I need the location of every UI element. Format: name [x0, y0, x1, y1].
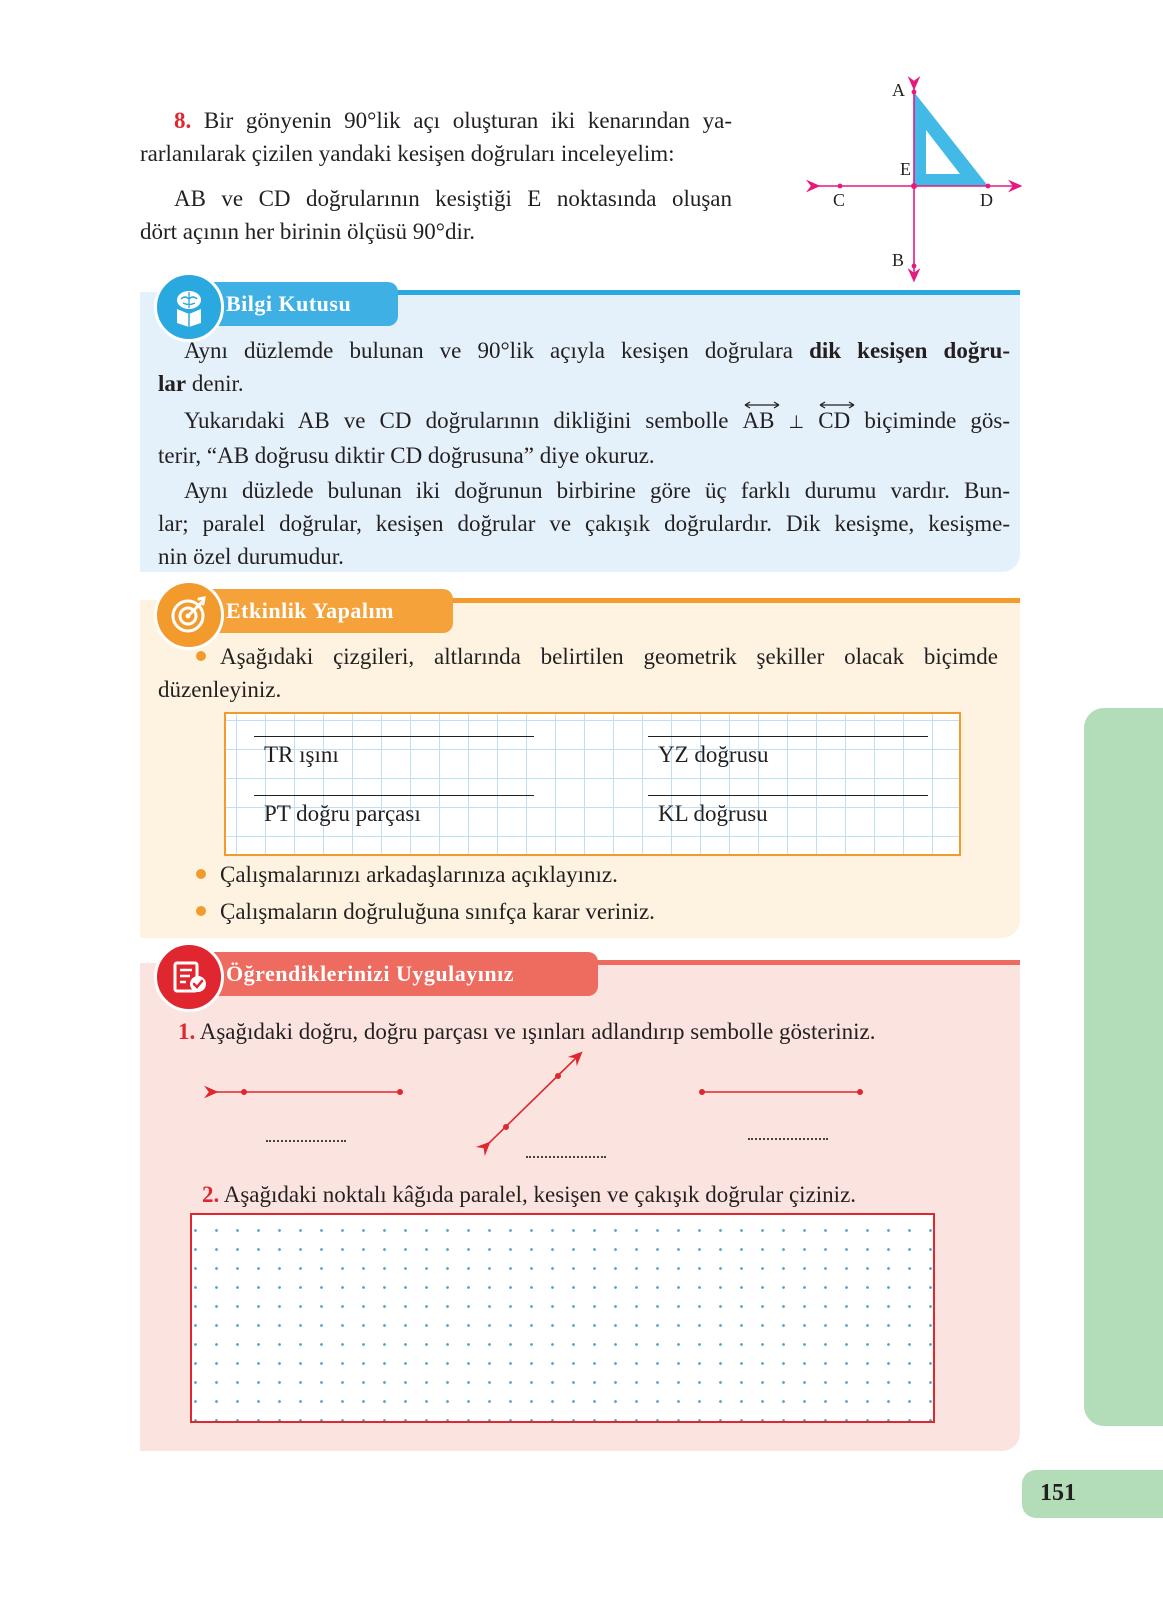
q1-answer-blank-3[interactable]	[748, 1138, 828, 1140]
label-pt-segment: PT doğru parçası	[264, 801, 421, 826]
practice-q1-figures	[200, 1050, 900, 1160]
activity-box-tab	[188, 589, 453, 633]
info-sym-perp: ⊥	[788, 412, 805, 433]
activity-bullet3	[196, 895, 655, 928]
activity-instruction	[158, 640, 998, 706]
info-p1-post: denir.	[186, 371, 244, 396]
label-yz-line: YZ doğrusu	[658, 742, 769, 767]
practice-box-band	[590, 960, 1020, 965]
checklist-icon	[167, 955, 211, 999]
info-p1-bold2: lar	[158, 371, 187, 396]
label-a: A	[892, 80, 905, 100]
problem-8-text	[140, 104, 732, 248]
perpendicular-figure	[800, 70, 1040, 290]
info-badge	[154, 272, 224, 342]
label-tr-ray: TR ışını	[264, 742, 339, 767]
info-p2-line2: terir, “AB doğrusu diktir CD doğrusuna” diye okuruz.	[158, 443, 655, 468]
activity-box-title: Etkinlik Yapalım	[226, 598, 394, 623]
practice-q2-text: Aşağıdaki noktalı kâğıda paralel, kesişen ve çakışık doğrular çiziniz.	[223, 1182, 857, 1207]
label-kl-line: KL doğrusu	[658, 801, 768, 826]
label-e: E	[900, 159, 911, 179]
practice-box-tab	[188, 952, 598, 996]
dotted-paper[interactable]	[190, 1213, 935, 1423]
activity-bullet1-line1: Aşağıdaki çizgileri, altlarında belirtilen geometrik şekiller olacak biçimde	[220, 644, 998, 669]
practice-badge	[154, 942, 224, 1012]
practice-q1-text: Aşağıdaki doğru, doğru parçası ve ışınları adlandırıp sembolle gösteriniz.	[199, 1019, 876, 1044]
problem-8-line3: AB ve CD doğrularının kesiştiği E noktasında oluşan	[174, 186, 732, 211]
problem-8-number: 8.	[174, 108, 192, 133]
problem-8-line1: Bir gönyenin 90°lik açı oluşturan iki kenarından ya-	[203, 108, 733, 133]
problem-8-line4: dört açının her birinin ölçüsü 90°dir.	[140, 219, 475, 244]
bullet-icon	[196, 651, 206, 661]
info-paragraph-3	[158, 474, 1010, 573]
practice-q2-number: 2.	[202, 1182, 220, 1207]
ruled-line-1	[254, 736, 534, 737]
info-p2-pre: Yukarıdaki AB ve CD doğrularının dikliğini sembolle	[184, 408, 743, 433]
ruled-line-4	[648, 795, 928, 796]
target-icon	[167, 593, 211, 637]
brain-box-icon	[167, 285, 211, 329]
label-b: B	[892, 250, 905, 270]
bullet-icon	[196, 869, 206, 879]
line-symbol-ab-icon	[743, 400, 781, 410]
info-p1-bold: dik kesişen doğru-	[809, 338, 1010, 363]
bullet-icon	[196, 906, 206, 916]
info-p3-line2: lar; paralel doğrular, kesişen doğrular ve çakışık doğrulardır. Dik kesişme, kesişme-	[158, 511, 1010, 536]
label-c: C	[833, 190, 846, 210]
activity-bullet2	[196, 858, 618, 891]
activity-box-band	[450, 598, 1020, 603]
info-p3-line3: nin özel durumudur.	[158, 544, 344, 569]
practice-box-title: Öğrendiklerinizi Uygulayınız	[226, 961, 515, 986]
info-box-title: Bilgi Kutusu	[226, 291, 352, 316]
info-box-band	[390, 290, 1020, 295]
info-sym-cd: CD	[818, 408, 851, 433]
problem-8-line2: rarlanılarak çizilen yandaki kesişen doğruları inceleyelim:	[140, 141, 675, 166]
info-paragraph-1	[158, 334, 1010, 400]
practice-q1-number: 1.	[178, 1019, 196, 1044]
info-p3-line1: Aynı düzlede bulunan iki doğrunun birbirine göre üç farklı durumu vardır. Bun-	[184, 478, 1010, 503]
side-tab	[1084, 708, 1163, 1426]
info-sym-ab: AB	[742, 408, 775, 433]
activity-bullet3-text: Çalışmaların doğruluğuna sınıfça karar veriniz.	[220, 899, 655, 924]
q1-answer-blank-1[interactable]	[266, 1140, 346, 1142]
activity-grid	[224, 712, 961, 856]
info-p1-pre: Aynı düzlemde bulunan ve 90°lik açıyla kesişen doğrulara	[184, 338, 810, 363]
ruled-line-3	[254, 795, 534, 796]
page-number: 151	[1040, 1480, 1076, 1506]
label-d: D	[980, 190, 993, 210]
ruled-line-2	[648, 736, 928, 737]
info-paragraph-2	[158, 404, 1010, 472]
info-p2-post: biçiminde gös-	[864, 408, 1010, 433]
line-symbol-cd-icon	[818, 400, 856, 410]
practice-q1	[178, 1015, 876, 1048]
practice-q2	[202, 1178, 856, 1211]
q1-line-diagonal	[486, 1056, 578, 1146]
activity-bullet1-line2: düzenleyiniz.	[158, 677, 282, 702]
activity-bullet2-text: Çalışmalarınızı arkadaşlarınıza açıklayınız.	[220, 862, 618, 887]
q1-answer-blank-2[interactable]	[526, 1156, 606, 1158]
